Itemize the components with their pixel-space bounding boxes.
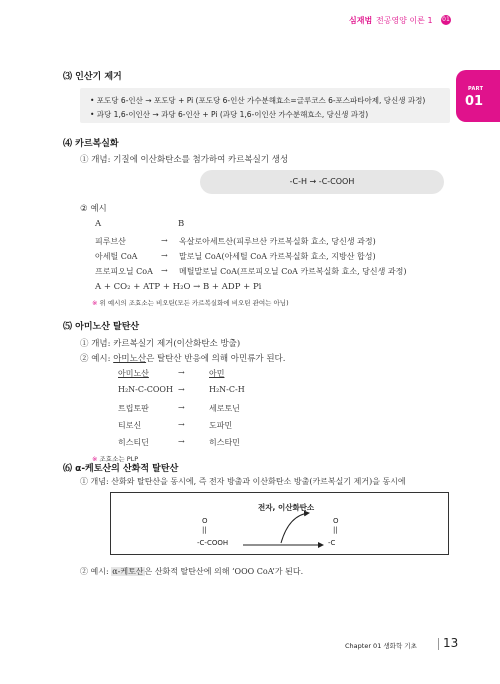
released-products-label: 전자, 이산화탄소 <box>258 503 315 512</box>
section-6-item-2-suffix: 은 산화적 탈탄산에 의해 ‘OOO CoA’가 된다. <box>144 567 304 576</box>
column-a-header: A <box>95 219 102 229</box>
decarb-row-5-b: 히스타민 <box>209 438 240 447</box>
section-6-item-1: ① 개념: 산화와 탈탄산을 동시에, 즉 전자 방출과 이산화탄소 방출(카르복실기 제거)을 동시에 <box>80 477 406 486</box>
section-4-item-2: ② 예시 <box>80 204 107 214</box>
footer-divider <box>438 638 439 650</box>
section-4-item-1: ① 개념: 기질에 이산화탄소를 첨가하여 카르복실기 생성 <box>80 155 289 165</box>
decarb-row-1-arrow: → <box>178 368 185 377</box>
decarb-row-1-a: 아미노산 <box>118 369 149 378</box>
part-tab-number: 01 <box>465 94 484 109</box>
decarb-row-3-a: 트립토판 <box>118 404 149 413</box>
section-5-title: ⑸ 아미노산 탈탄산 <box>63 322 140 332</box>
oxidative-decarboxylation-diagram <box>110 492 449 555</box>
decarb-row-2-a: H₂N-C-COOH <box>118 385 173 394</box>
carbox-row-2-a: 아세틸 CoA <box>95 252 138 261</box>
decarb-row-4-b: 도파민 <box>209 421 233 430</box>
carbox-row-2-b: 말로닐 CoA(아세틸 CoA 카르복실화 효소, 지방산 합성) <box>179 252 376 261</box>
carboxylation-formula: -C-H → -C-COOH <box>289 177 355 186</box>
part-tab-label: PART <box>468 86 484 92</box>
section-5-note-text: 조효소는 PLP <box>99 455 139 463</box>
section-6-item-2-prefix: ② 예시: <box>80 567 112 576</box>
carbox-row-1-b: 옥살로아세트산(피루브산 카르복실화 효소, 당신생 과정) <box>179 237 376 246</box>
header-circle-badge: 01 <box>442 16 450 23</box>
right-double-bond: || <box>333 526 338 534</box>
left-double-bond: || <box>202 526 207 534</box>
column-b-header: B <box>178 219 185 229</box>
carboxylation-equation: A + CO₂ + ATP + H₂O → B + ADP + Pi <box>95 282 262 292</box>
section-6-item-2-term: α-케토산 <box>112 567 144 576</box>
section-5-item-2-term: 아미노산 <box>113 354 147 364</box>
section-6-item-2 <box>80 566 303 577</box>
section-5-item-1: ① 개념: 카르복실기 제거(이산화탄소 방출) <box>80 339 241 349</box>
note-mark: ※ <box>92 455 98 463</box>
section-5-item-2 <box>80 352 285 364</box>
right-oxygen: O <box>333 517 339 525</box>
section-4-note-text: 위 예시의 조효소는 비오틴(모든 카르복실화에 비오틴 관여는 아님) <box>99 299 289 307</box>
carbox-row-1-arrow: → <box>161 236 168 245</box>
section-4-note <box>92 298 289 307</box>
left-formula: -C-COOH <box>197 539 229 547</box>
section-3-box <box>80 88 450 123</box>
decarb-row-4-arrow: → <box>178 420 185 429</box>
release-arrow <box>281 513 309 543</box>
decarb-row-5-a: 히스티딘 <box>118 438 149 447</box>
part-tab <box>456 70 500 122</box>
right-formula: -C <box>328 539 336 547</box>
section-6-title: ⑹ α-케토산의 산화적 탈탄산 <box>63 464 179 474</box>
section-3-title: ⑶ 인산기 제거 <box>63 72 122 82</box>
section-4-title: ⑷ 카르복실화 <box>63 139 119 149</box>
decarb-row-3-b: 세로토닌 <box>209 404 240 413</box>
carbox-row-1-a: 피루브산 <box>95 237 126 246</box>
note-mark: ※ <box>92 299 98 307</box>
page-number: 13 <box>443 636 459 650</box>
header-author: 심재범 <box>349 16 373 25</box>
carbox-row-3-a: 프로피오닐 CoA <box>95 267 153 276</box>
carboxylation-formula-box <box>200 170 444 194</box>
carbox-row-3-b: 메틸말로닐 CoA(프로피오닐 CoA 카르복실화 효소, 당신생 과정) <box>179 267 407 276</box>
section-3-line-1: • 포도당 6-인산 → 포도당 + Pi (포도당 6-인산 가수분해효소=글루코스 6-포스파타아제, 당신생 과정) <box>90 96 426 105</box>
left-oxygen: O <box>202 517 208 525</box>
footer-chapter: Chapter 01 생화학 기초 <box>345 642 417 650</box>
carbox-row-3-arrow: → <box>161 266 168 275</box>
section-5-item-2-prefix: ② 예시: <box>80 354 114 364</box>
decarb-row-4-a: 티로신 <box>118 421 142 430</box>
section-5-item-2-suffix: 은 탈탄산 반응에 의해 아민류가 된다. <box>146 354 286 364</box>
decarb-row-5-arrow: → <box>178 437 185 446</box>
decarb-row-1-b: 아민 <box>209 369 225 378</box>
carbox-row-2-arrow: → <box>161 251 168 260</box>
section-3-line-2: • 과당 1,6-이인산 → 과당 6-인산 + Pi (과당 1,6-이인산 가수분해효소, 당신생 과정) <box>90 110 369 119</box>
decarb-row-3-arrow: → <box>178 403 185 412</box>
header-title: 전공영양 이론 1 <box>376 16 433 25</box>
decarb-row-2-b: H₂N-C-H <box>209 385 245 394</box>
decarb-row-2-arrow: → <box>178 385 185 394</box>
